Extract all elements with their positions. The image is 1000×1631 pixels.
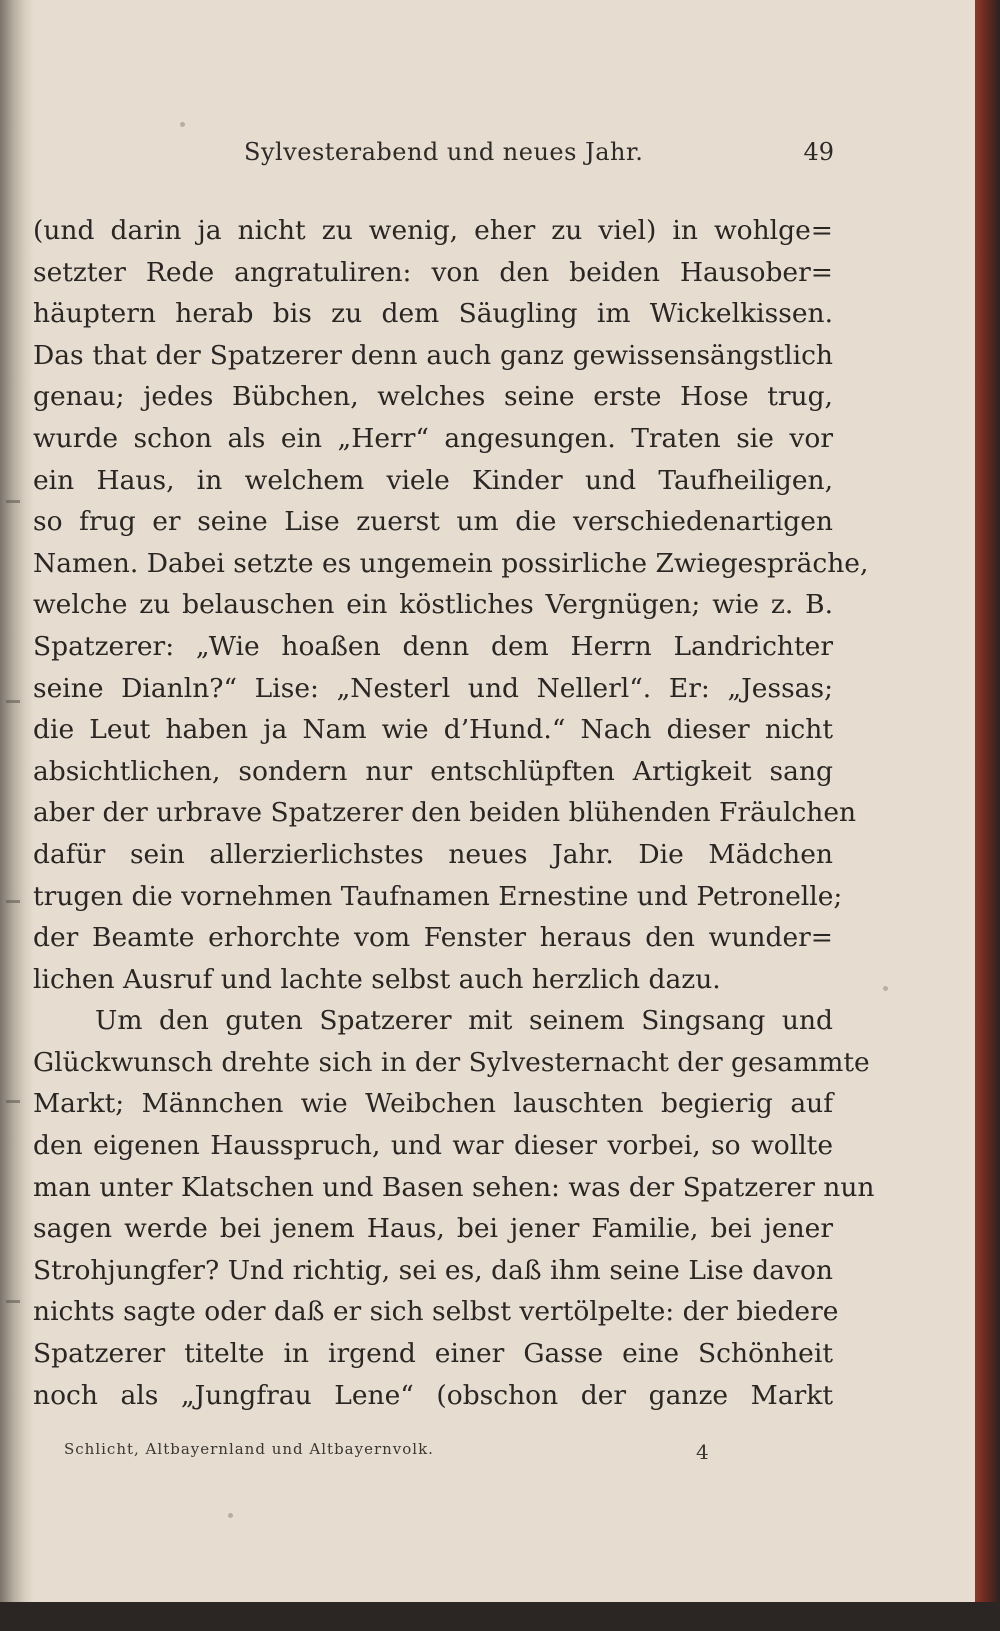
text-line: den eigenen Hausspruch, und war dieser vorbei, so wollte [33, 1130, 833, 1162]
text-line: Markt; Männchen wie Weibchen lauschten begierig auf [33, 1088, 833, 1120]
text-line: die Leut haben ja Nam wie d’Hund.“ Nach dieser nicht [33, 714, 833, 746]
text-line: dafür sein allerzierlichstes neues Jahr. Die Mädchen [33, 838, 833, 870]
text-line: aber der urbrave Spatzerer den beiden blühenden Fräulchen [33, 797, 857, 829]
text-line: so frug er seine Lise zuerst um die verschiedenartigen [33, 506, 833, 538]
scan-background [0, 1602, 1000, 1631]
gutter-bleed-mark [6, 700, 20, 703]
text-line: noch als „Jungfrau Lene“ (obschon der ganze Markt [33, 1379, 833, 1411]
text-line: trugen die vornehmen Taufnamen Ernestine und Petronelle; [33, 880, 843, 912]
text-line: seine Dianln?“ Lise: „Nesterl und Nellerl“. Er: „Jessas; [33, 672, 833, 704]
text-line: Strohjungfer? Und richtig, sei es, daß ihm seine Lise davon [33, 1254, 833, 1286]
text-line: Spatzerer titelte in irgend einer Gasse eine Schönheit [33, 1338, 833, 1370]
text-line: Spatzerer: „Wie hoaßen denn dem Herrn Landrichter [33, 630, 833, 662]
text-line: welche zu belauschen ein köstliches Vergnügen; wie z. B. [33, 589, 833, 621]
text-line: Glückwunsch drehte sich in der Sylvesternacht der gesammte [33, 1046, 870, 1078]
text-line: nichts sagte oder daß er sich selbst vertölpelte: der biedere [33, 1296, 839, 1328]
book-spine [0, 0, 34, 1631]
text-line: häuptern herab bis zu dem Säugling im Wickelkissen. [33, 298, 833, 330]
book-cover-edge [975, 0, 1000, 1631]
page-number: 49 [803, 138, 834, 166]
gutter-bleed-mark [6, 1300, 20, 1303]
text-line: ein Haus, in welchem viele Kinder und Taufheiligen, [33, 464, 833, 496]
gutter-bleed-mark [6, 1100, 20, 1103]
text-line: setzter Rede angratuliren: von den beiden Hausober= [33, 256, 833, 288]
text-line: lichen Ausruf und lachte selbst auch herzlich dazu. [33, 963, 721, 995]
text-line: genau; jedes Bübchen, welches seine erste Hose trug, [33, 381, 833, 413]
running-title: Sylvesterabend und neues Jahr. [244, 138, 644, 166]
text-line: man unter Klatschen und Basen sehen: was der Spatzerer nun [33, 1171, 875, 1203]
text-line: sagen werde bei jenem Haus, bei jener Familie, bei jener [33, 1213, 833, 1245]
printer-signature: Schlicht, Altbayernland und Altbayernvolk. [64, 1440, 434, 1458]
signature-number: 4 [696, 1440, 709, 1464]
page-header [34, 138, 834, 174]
text-line: Das that der Spatzerer denn auch ganz gewissensängstlich [33, 339, 833, 371]
text-line: Namen. Dabei setzte es ungemein possirliche Zwiegespräche, [33, 547, 869, 579]
paper-speck [883, 986, 888, 991]
text-line: der Beamte erhorchte vom Fenster heraus den wunder= [33, 922, 833, 954]
gutter-bleed-mark [6, 900, 20, 903]
paper-speck [228, 1513, 233, 1518]
text-line: wurde schon als ein „Herr“ angesungen. Traten sie vor [33, 422, 833, 454]
text-line: (und darin ja nicht zu wenig, eher zu viel) in wohlge= [33, 215, 833, 246]
gutter-bleed-mark [6, 500, 20, 503]
paper-speck [180, 122, 185, 127]
text-line: Um den guten Spatzerer mit seinem Singsang und [95, 1005, 833, 1037]
body-text [33, 210, 875, 1416]
text-line: absichtlichen, sondern nur entschlüpften Artigkeit sang [33, 755, 833, 787]
